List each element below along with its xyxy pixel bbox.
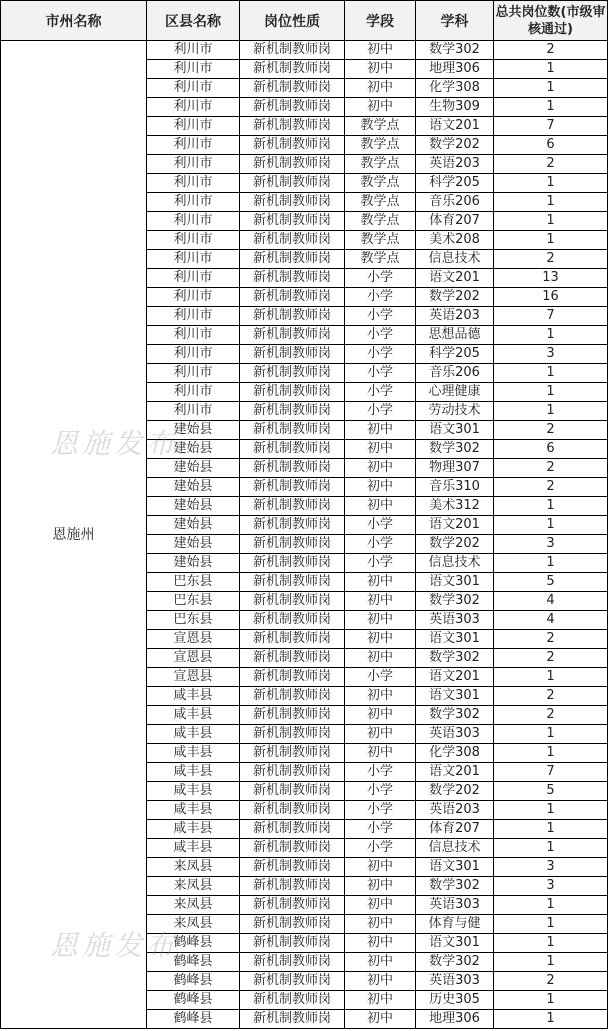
county-cell: 建始县: [147, 440, 240, 459]
county-cell: 利川市: [147, 117, 240, 136]
county-cell: 咸丰县: [147, 744, 240, 763]
county-cell: 宣恩县: [147, 668, 240, 687]
stage-cell: 教学点: [345, 136, 416, 155]
total-cell: 1: [494, 516, 608, 535]
subject-cell: 语文301: [416, 858, 494, 877]
county-cell: 鹤峰县: [147, 972, 240, 991]
stage-cell: 小学: [345, 839, 416, 858]
stage-cell: 小学: [345, 782, 416, 801]
total-cell: 2: [494, 649, 608, 668]
stage-cell: 初中: [345, 79, 416, 98]
subject-cell: 数学202: [416, 136, 494, 155]
county-cell: 巴东县: [147, 611, 240, 630]
header-county: 区县名称: [147, 1, 240, 41]
position-type-cell: 新机制教师岗: [240, 877, 345, 896]
county-cell: 利川市: [147, 174, 240, 193]
subject-cell: 数学302: [416, 953, 494, 972]
position-type-cell: 新机制教师岗: [240, 896, 345, 915]
county-cell: 来凤县: [147, 896, 240, 915]
total-cell: 1: [494, 326, 608, 345]
total-cell: 4: [494, 611, 608, 630]
county-cell: 利川市: [147, 231, 240, 250]
total-cell: 2: [494, 250, 608, 269]
stage-cell: 小学: [345, 307, 416, 326]
subject-cell: 化学308: [416, 744, 494, 763]
position-type-cell: 新机制教师岗: [240, 535, 345, 554]
position-type-cell: 新机制教师岗: [240, 592, 345, 611]
stage-cell: 小学: [345, 554, 416, 573]
stage-cell: 初中: [345, 1010, 416, 1029]
total-cell: 1: [494, 668, 608, 687]
stage-cell: 初中: [345, 934, 416, 953]
watermark: 恩施发布: [50, 427, 179, 460]
stage-cell: 初中: [345, 744, 416, 763]
position-type-cell: 新机制教师岗: [240, 573, 345, 592]
subject-cell: 英语203: [416, 155, 494, 174]
position-type-cell: 新机制教师岗: [240, 744, 345, 763]
county-cell: 建始县: [147, 516, 240, 535]
county-cell: 利川市: [147, 288, 240, 307]
subject-cell: 英语303: [416, 611, 494, 630]
position-type-cell: 新机制教师岗: [240, 953, 345, 972]
subject-cell: 语文301: [416, 630, 494, 649]
county-cell: 建始县: [147, 535, 240, 554]
subject-cell: 数学302: [416, 592, 494, 611]
stage-cell: 初中: [345, 497, 416, 516]
stage-cell: 初中: [345, 60, 416, 79]
subject-cell: 英语303: [416, 725, 494, 744]
subject-cell: 数学302: [416, 649, 494, 668]
total-cell: 7: [494, 763, 608, 782]
city-cell: 恩施州: [1, 41, 147, 1029]
subject-cell: 语文201: [416, 516, 494, 535]
header-stage: 学段: [345, 1, 416, 41]
header-subject: 学科: [416, 1, 494, 41]
stage-cell: 小学: [345, 364, 416, 383]
county-cell: 利川市: [147, 307, 240, 326]
subject-cell: 语文201: [416, 269, 494, 288]
total-cell: 1: [494, 820, 608, 839]
county-cell: 来凤县: [147, 877, 240, 896]
total-cell: 2: [494, 155, 608, 174]
position-type-cell: 新机制教师岗: [240, 763, 345, 782]
position-type-cell: 新机制教师岗: [240, 136, 345, 155]
position-type-cell: 新机制教师岗: [240, 782, 345, 801]
stage-cell: 初中: [345, 98, 416, 117]
stage-cell: 小学: [345, 383, 416, 402]
total-cell: 1: [494, 174, 608, 193]
county-cell: 利川市: [147, 193, 240, 212]
header-row: [1, 1, 608, 41]
total-cell: 1: [494, 364, 608, 383]
total-cell: 4: [494, 592, 608, 611]
total-cell: 5: [494, 573, 608, 592]
stage-cell: 初中: [345, 915, 416, 934]
stage-cell: 小学: [345, 801, 416, 820]
stage-cell: 初中: [345, 896, 416, 915]
subject-cell: 化学308: [416, 79, 494, 98]
county-cell: 咸丰县: [147, 725, 240, 744]
total-cell: 2: [494, 706, 608, 725]
position-type-cell: 新机制教师岗: [240, 402, 345, 421]
stage-cell: 教学点: [345, 231, 416, 250]
total-cell: 7: [494, 117, 608, 136]
position-type-cell: 新机制教师岗: [240, 858, 345, 877]
subject-cell: 地理306: [416, 60, 494, 79]
subject-cell: 英语203: [416, 307, 494, 326]
subject-cell: 语文301: [416, 934, 494, 953]
total-cell: 2: [494, 687, 608, 706]
position-type-cell: 新机制教师岗: [240, 174, 345, 193]
stage-cell: 小学: [345, 345, 416, 364]
county-cell: 宣恩县: [147, 649, 240, 668]
position-type-cell: 新机制教师岗: [240, 611, 345, 630]
stage-cell: 初中: [345, 478, 416, 497]
total-cell: 1: [494, 497, 608, 516]
county-cell: 利川市: [147, 41, 240, 60]
subject-cell: 美术312: [416, 497, 494, 516]
total-cell: 1: [494, 402, 608, 421]
position-type-cell: 新机制教师岗: [240, 383, 345, 402]
stage-cell: 教学点: [345, 250, 416, 269]
subject-cell: 语文201: [416, 668, 494, 687]
stage-cell: 小学: [345, 668, 416, 687]
subject-cell: 英语303: [416, 896, 494, 915]
stage-cell: 小学: [345, 535, 416, 554]
table-body: [1, 41, 608, 1029]
position-type-cell: 新机制教师岗: [240, 421, 345, 440]
subject-cell: 英语303: [416, 972, 494, 991]
subject-cell: 地理306: [416, 1010, 494, 1029]
subject-cell: 语文201: [416, 117, 494, 136]
stage-cell: 初中: [345, 440, 416, 459]
total-cell: 1: [494, 554, 608, 573]
total-cell: 1: [494, 1010, 608, 1029]
county-cell: 咸丰县: [147, 782, 240, 801]
watermark: 恩施发布: [50, 929, 179, 962]
total-cell: 1: [494, 991, 608, 1010]
position-type-cell: 新机制教师岗: [240, 212, 345, 231]
stage-cell: 初中: [345, 573, 416, 592]
position-type-cell: 新机制教师岗: [240, 98, 345, 117]
county-cell: 利川市: [147, 326, 240, 345]
total-cell: 1: [494, 193, 608, 212]
total-cell: 1: [494, 839, 608, 858]
county-cell: 利川市: [147, 98, 240, 117]
position-type-cell: 新机制教师岗: [240, 307, 345, 326]
position-type-cell: 新机制教师岗: [240, 345, 345, 364]
total-cell: 3: [494, 345, 608, 364]
total-cell: 6: [494, 440, 608, 459]
position-type-cell: 新机制教师岗: [240, 440, 345, 459]
subject-cell: 数学202: [416, 288, 494, 307]
total-cell: 1: [494, 383, 608, 402]
total-cell: 2: [494, 478, 608, 497]
position-type-cell: 新机制教师岗: [240, 231, 345, 250]
subject-cell: 数学202: [416, 782, 494, 801]
stage-cell: 教学点: [345, 193, 416, 212]
county-cell: 建始县: [147, 497, 240, 516]
position-type-cell: 新机制教师岗: [240, 288, 345, 307]
county-cell: 鹤峰县: [147, 1010, 240, 1029]
county-cell: 咸丰县: [147, 687, 240, 706]
total-cell: 1: [494, 896, 608, 915]
position-type-cell: 新机制教师岗: [240, 801, 345, 820]
county-cell: 利川市: [147, 155, 240, 174]
subject-cell: 思想品德: [416, 326, 494, 345]
county-cell: 宣恩县: [147, 630, 240, 649]
county-cell: 来凤县: [147, 915, 240, 934]
subject-cell: 物理307: [416, 459, 494, 478]
total-cell: 1: [494, 725, 608, 744]
stage-cell: 初中: [345, 972, 416, 991]
position-type-cell: 新机制教师岗: [240, 915, 345, 934]
county-cell: 建始县: [147, 459, 240, 478]
stage-cell: 初中: [345, 706, 416, 725]
stage-cell: 初中: [345, 41, 416, 60]
total-cell: 3: [494, 877, 608, 896]
subject-cell: 数学202: [416, 535, 494, 554]
position-type-cell: 新机制教师岗: [240, 79, 345, 98]
stage-cell: 小学: [345, 288, 416, 307]
position-type-cell: 新机制教师岗: [240, 478, 345, 497]
total-cell: 1: [494, 934, 608, 953]
stage-cell: 初中: [345, 649, 416, 668]
county-cell: 咸丰县: [147, 801, 240, 820]
subject-cell: 语文301: [416, 687, 494, 706]
total-cell: 13: [494, 269, 608, 288]
stage-cell: 初中: [345, 858, 416, 877]
subject-cell: 语文201: [416, 763, 494, 782]
position-type-cell: 新机制教师岗: [240, 820, 345, 839]
subject-cell: 美术208: [416, 231, 494, 250]
subject-cell: 语文301: [416, 573, 494, 592]
county-cell: 巴东县: [147, 573, 240, 592]
position-type-cell: 新机制教师岗: [240, 497, 345, 516]
stage-cell: 教学点: [345, 155, 416, 174]
position-type-cell: 新机制教师岗: [240, 326, 345, 345]
position-type-cell: 新机制教师岗: [240, 991, 345, 1010]
stage-cell: 初中: [345, 630, 416, 649]
total-cell: 1: [494, 212, 608, 231]
subject-cell: 音乐206: [416, 193, 494, 212]
stage-cell: 初中: [345, 592, 416, 611]
position-type-cell: 新机制教师岗: [240, 725, 345, 744]
position-type-cell: 新机制教师岗: [240, 687, 345, 706]
header-position-type: 岗位性质: [240, 1, 345, 41]
stage-cell: 小学: [345, 402, 416, 421]
county-cell: 来凤县: [147, 858, 240, 877]
county-cell: 巴东县: [147, 592, 240, 611]
position-type-cell: 新机制教师岗: [240, 60, 345, 79]
subject-cell: 数学302: [416, 877, 494, 896]
total-cell: 2: [494, 421, 608, 440]
stage-cell: 初中: [345, 725, 416, 744]
total-cell: 16: [494, 288, 608, 307]
total-cell: 2: [494, 972, 608, 991]
total-cell: 3: [494, 858, 608, 877]
county-cell: 利川市: [147, 383, 240, 402]
stage-cell: 初中: [345, 991, 416, 1010]
total-cell: 1: [494, 98, 608, 117]
subject-cell: 数学302: [416, 440, 494, 459]
total-cell: 1: [494, 60, 608, 79]
header-city: 市州名称: [1, 1, 147, 41]
stage-cell: 初中: [345, 953, 416, 972]
county-cell: 建始县: [147, 554, 240, 573]
total-cell: 3: [494, 535, 608, 554]
position-type-cell: 新机制教师岗: [240, 554, 345, 573]
total-cell: 2: [494, 630, 608, 649]
county-cell: 咸丰县: [147, 763, 240, 782]
subject-cell: 体育207: [416, 212, 494, 231]
position-type-cell: 新机制教师岗: [240, 459, 345, 478]
position-type-cell: 新机制教师岗: [240, 1010, 345, 1029]
subject-cell: 音乐310: [416, 478, 494, 497]
subject-cell: 英语203: [416, 801, 494, 820]
county-cell: 利川市: [147, 402, 240, 421]
subject-cell: 历史305: [416, 991, 494, 1010]
position-type-cell: 新机制教师岗: [240, 972, 345, 991]
position-type-cell: 新机制教师岗: [240, 250, 345, 269]
subject-cell: 信息技术: [416, 554, 494, 573]
county-cell: 利川市: [147, 364, 240, 383]
stage-cell: 小学: [345, 763, 416, 782]
stage-cell: 教学点: [345, 212, 416, 231]
stage-cell: 小学: [345, 516, 416, 535]
county-cell: 鹤峰县: [147, 991, 240, 1010]
position-type-cell: 新机制教师岗: [240, 155, 345, 174]
subject-cell: 信息技术: [416, 839, 494, 858]
position-type-cell: 新机制教师岗: [240, 516, 345, 535]
position-type-cell: 新机制教师岗: [240, 193, 345, 212]
stage-cell: 小学: [345, 269, 416, 288]
total-cell: 5: [494, 782, 608, 801]
county-cell: 利川市: [147, 212, 240, 231]
total-cell: 1: [494, 953, 608, 972]
subject-cell: 生物309: [416, 98, 494, 117]
position-type-cell: 新机制教师岗: [240, 364, 345, 383]
position-type-cell: 新机制教师岗: [240, 269, 345, 288]
stage-cell: 初中: [345, 611, 416, 630]
subject-cell: 科学205: [416, 174, 494, 193]
stage-cell: 初中: [345, 421, 416, 440]
subject-cell: 音乐206: [416, 364, 494, 383]
position-type-cell: 新机制教师岗: [240, 706, 345, 725]
position-type-cell: 新机制教师岗: [240, 41, 345, 60]
subject-cell: 数学302: [416, 706, 494, 725]
county-cell: 建始县: [147, 478, 240, 497]
subject-cell: 体育与健: [416, 915, 494, 934]
subject-cell: 语文301: [416, 421, 494, 440]
county-cell: 利川市: [147, 250, 240, 269]
county-cell: 鹤峰县: [147, 953, 240, 972]
total-cell: 6: [494, 136, 608, 155]
stage-cell: 初中: [345, 459, 416, 478]
stage-cell: 小学: [345, 326, 416, 345]
total-cell: 1: [494, 744, 608, 763]
county-cell: 利川市: [147, 79, 240, 98]
county-cell: 利川市: [147, 60, 240, 79]
subject-cell: 体育207: [416, 820, 494, 839]
county-cell: 利川市: [147, 269, 240, 288]
county-cell: 建始县: [147, 421, 240, 440]
position-type-cell: 新机制教师岗: [240, 668, 345, 687]
subject-cell: 数学302: [416, 41, 494, 60]
total-cell: 1: [494, 79, 608, 98]
county-cell: 利川市: [147, 345, 240, 364]
subject-cell: 信息技术: [416, 250, 494, 269]
total-cell: 7: [494, 307, 608, 326]
stage-cell: 教学点: [345, 117, 416, 136]
county-cell: 咸丰县: [147, 839, 240, 858]
stage-cell: 小学: [345, 820, 416, 839]
table-row: [1, 41, 608, 60]
position-type-cell: 新机制教师岗: [240, 117, 345, 136]
stage-cell: 初中: [345, 877, 416, 896]
subject-cell: 劳动技术: [416, 402, 494, 421]
total-cell: 2: [494, 459, 608, 478]
county-cell: 利川市: [147, 136, 240, 155]
county-cell: 咸丰县: [147, 820, 240, 839]
header-total: 总共岗位数(市级审核通过): [494, 1, 608, 41]
position-type-cell: 新机制教师岗: [240, 630, 345, 649]
county-cell: 咸丰县: [147, 706, 240, 725]
position-type-cell: 新机制教师岗: [240, 839, 345, 858]
total-cell: 2: [494, 41, 608, 60]
total-cell: 1: [494, 915, 608, 934]
subject-cell: 心理健康: [416, 383, 494, 402]
total-cell: 1: [494, 801, 608, 820]
position-type-cell: 新机制教师岗: [240, 934, 345, 953]
stage-cell: 初中: [345, 687, 416, 706]
total-cell: 1: [494, 231, 608, 250]
county-cell: 鹤峰县: [147, 934, 240, 953]
position-type-cell: 新机制教师岗: [240, 649, 345, 668]
stage-cell: 教学点: [345, 174, 416, 193]
subject-cell: 科学205: [416, 345, 494, 364]
